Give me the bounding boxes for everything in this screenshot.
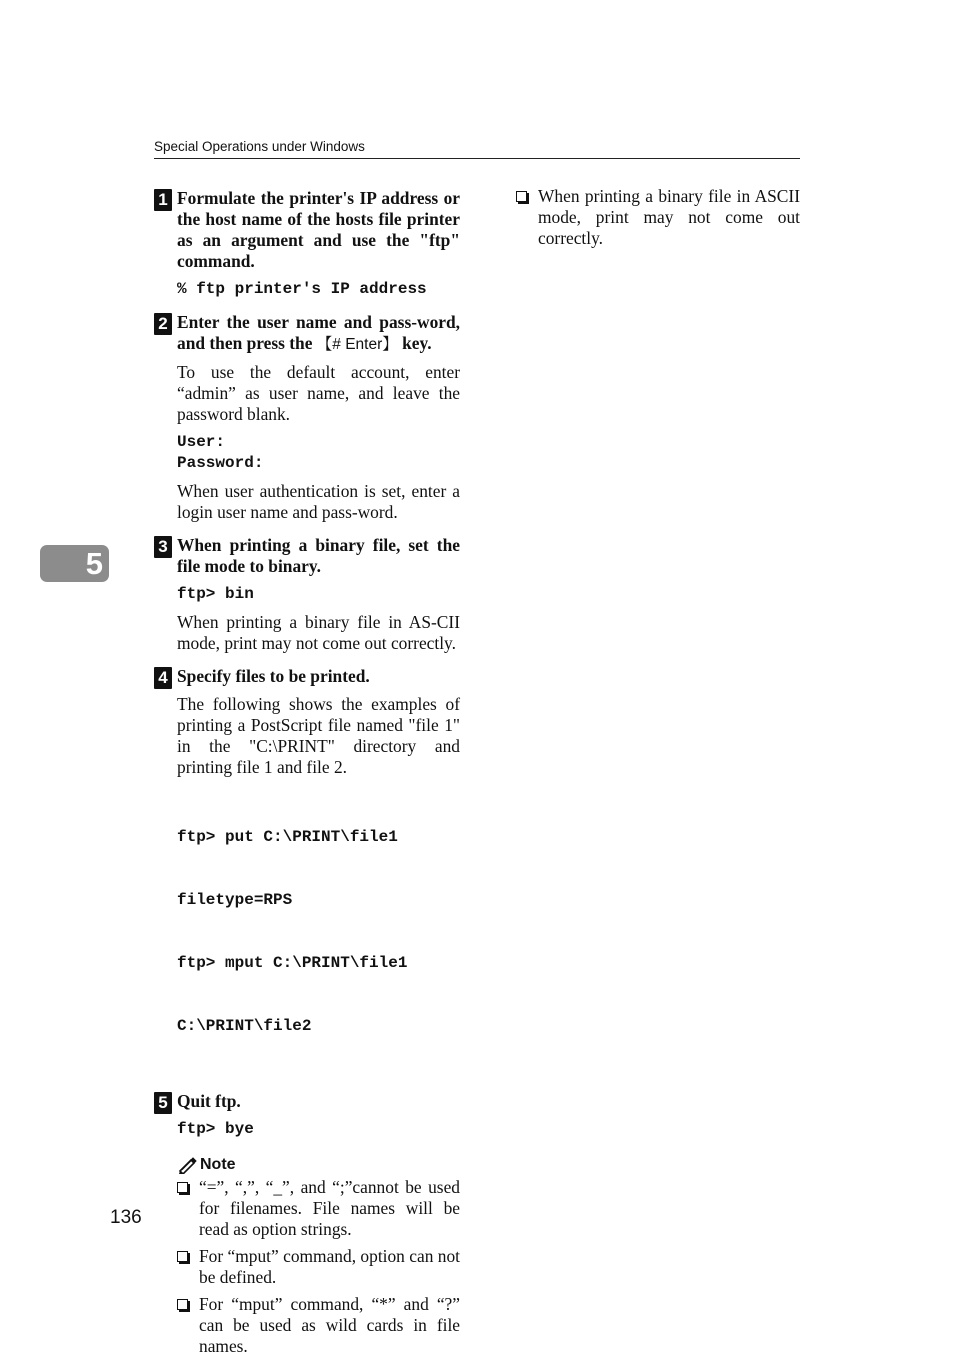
code-user: User: <box>177 433 226 451</box>
code-line: ftp> bin <box>177 585 254 603</box>
note-text: When printing a binary file in ASCII mode, print may not come out correctly. <box>538 186 800 248</box>
note-item <box>177 1177 460 1240</box>
chapter-tab <box>40 545 109 582</box>
running-header: Special Operations under Windows <box>154 139 365 154</box>
pencil-note-icon <box>177 1156 197 1174</box>
paragraph: When user authentication is set, enter a login user name and pass-word. <box>177 481 460 522</box>
note-item <box>177 1294 460 1357</box>
paragraph: To use the default account, enter “admin” as user name, and leave the password blank. <box>177 362 460 424</box>
step-heading: Specify files to be printed. <box>177 666 370 686</box>
paragraph: The following shows the examples of printing a PostScript file named "file 1" in the "C:\PRINT" directory and printing file 1 and file 2. <box>177 694 460 777</box>
step-number: 4 <box>154 667 172 689</box>
step-number: 2 <box>154 313 172 335</box>
step-heading: Formulate the printer's IP address or the host name of the hosts file printer as an argument and use the "ftp" command. <box>177 188 460 271</box>
note-text: “=”, “,”, “_”, and “;”cannot be used for filenames. File names will be read as option strings. <box>199 1177 460 1239</box>
step-number: 5 <box>154 1092 172 1114</box>
step-3 <box>154 535 460 654</box>
code-line: ftp> bye <box>177 1120 254 1138</box>
header-rule <box>154 158 800 159</box>
code-block <box>177 432 460 474</box>
heading-text: Enter the user name and pass-word, and then press the <box>177 312 460 353</box>
code-spread <box>177 279 460 300</box>
checkbox-bullet-icon <box>177 1299 188 1310</box>
right-column <box>516 186 800 255</box>
checkbox-bullet-icon <box>177 1251 188 1262</box>
step-1 <box>154 188 460 300</box>
checkbox-bullet-icon <box>177 1182 188 1193</box>
step-number: 3 <box>154 536 172 558</box>
chapter-number: 5 <box>85 546 103 581</box>
code-password: Password: <box>177 454 264 472</box>
code-text: % ftp printer's IP address <box>177 280 427 298</box>
note-item <box>177 1246 460 1288</box>
note-heading <box>177 1156 460 1174</box>
step-heading: When printing a binary file, set the file mode to binary. <box>177 535 460 576</box>
step-4 <box>154 666 460 1079</box>
note-text: For “mput” command, “*” and “?” can be used as wild cards in file names. <box>199 1294 460 1356</box>
note-title: Note <box>200 1156 236 1173</box>
enter-key-label: 【# Enter】 <box>316 336 398 353</box>
paragraph: When printing a binary file in AS-CII mode, print may not come out correctly. <box>177 612 460 653</box>
code-line <box>177 279 460 300</box>
note-item <box>516 186 800 249</box>
note-list <box>177 1177 460 1357</box>
step-number: 1 <box>154 189 172 211</box>
step-heading <box>177 312 460 355</box>
checkbox-bullet-icon <box>516 191 527 202</box>
step-5 <box>154 1091 460 1357</box>
step-2 <box>154 312 460 523</box>
code-line: C:\PRINT\file2 <box>177 1017 312 1035</box>
heading-text: key. <box>397 333 432 353</box>
code-line: ftp> mput C:\PRINT\file1 <box>177 954 408 972</box>
code-line: filetype=RPS <box>177 891 293 909</box>
left-column <box>154 188 460 1363</box>
step-heading: Quit ftp. <box>177 1091 241 1111</box>
code-block <box>177 785 460 1079</box>
note-text: For “mput” command, option can not be defined. <box>199 1246 460 1287</box>
page-number: 136 <box>110 1207 142 1228</box>
code-line: ftp> put C:\PRINT\file1 <box>177 828 398 846</box>
